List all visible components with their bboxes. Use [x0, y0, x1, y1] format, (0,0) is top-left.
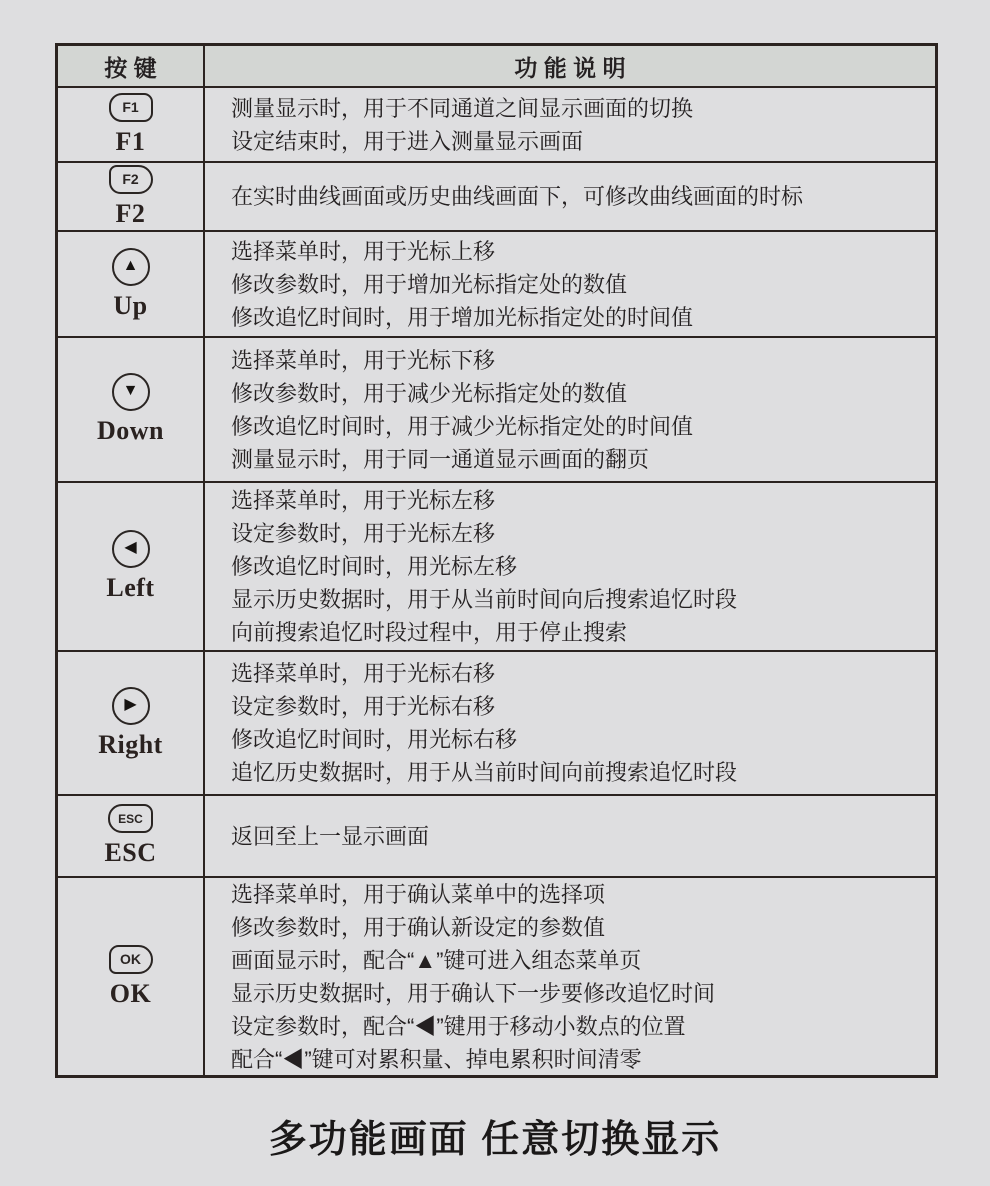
- key-label-f1: F1: [115, 126, 146, 156]
- table-row-ok: [58, 876, 935, 1075]
- key-label-f2: F2: [115, 198, 146, 228]
- table-row-f2: [58, 161, 935, 230]
- function-description-line: 返回至上一显示画面: [231, 823, 430, 849]
- function-description-ok: [205, 878, 935, 1075]
- function-description-esc: [205, 796, 935, 876]
- table-header-row: [58, 46, 935, 86]
- table-row-f1: [58, 86, 935, 161]
- key-label-left: Left: [106, 573, 155, 602]
- function-description-left: [205, 483, 935, 650]
- right-arrow-key-icon: ▶: [112, 687, 150, 725]
- table-header-key-column: 按 键: [58, 46, 205, 86]
- table-row-left: [58, 481, 935, 650]
- function-description-line: 选择菜单时，用于光标下移: [231, 347, 496, 373]
- f2-key-icon: F2: [109, 165, 153, 194]
- key-label-right: Right: [98, 729, 163, 759]
- function-description-line: 修改参数时，用于确认新设定的参数值: [231, 914, 606, 940]
- key-label-up: Up: [113, 290, 148, 320]
- function-description-line: 设定参数时，用于光标左移: [231, 521, 496, 546]
- esc-key-icon: ESC: [108, 804, 153, 833]
- function-description-line: 追忆历史数据时，用于从当前时间向前搜索追忆时段: [231, 760, 738, 785]
- left-arrow-key-icon: ◀: [112, 530, 150, 568]
- table-row-esc: [58, 794, 935, 876]
- f1-key-icon: F1: [109, 93, 153, 122]
- function-description-line: 画面显示时，配合“▲”键可进入组态菜单页: [231, 947, 642, 973]
- key-cell-ok: [58, 878, 205, 1075]
- key-cell-left: [58, 483, 205, 650]
- function-description-line: 选择菜单时，用于光标左移: [231, 488, 496, 513]
- function-description-line: 设定参数时，用于光标右移: [231, 694, 496, 719]
- function-description-line: 测量显示时，用于同一通道显示画面的翻页: [231, 446, 650, 472]
- key-cell-f1: [58, 88, 205, 161]
- function-description-down: [205, 338, 935, 481]
- up-arrow-key-icon: ▲: [112, 248, 150, 286]
- key-function-table: [55, 43, 938, 1078]
- function-description-line: 设定参数时，配合“◀”键用于移动小数点的位置: [231, 1013, 686, 1039]
- down-arrow-key-icon: ▼: [112, 373, 150, 411]
- key-cell-down: [58, 338, 205, 481]
- table-row-right: [58, 650, 935, 794]
- function-description-line: 修改追忆时间时，用于增加光标指定处的时间值: [231, 304, 694, 330]
- key-cell-f2: [58, 163, 205, 230]
- function-description-line: 在实时曲线画面或历史曲线画面下，可修改曲线画面的时标: [231, 184, 804, 209]
- function-description-line: 设定结束时，用于进入测量显示画面: [231, 128, 584, 154]
- function-description-f1: [205, 88, 935, 161]
- function-description-line: 选择菜单时，用于光标右移: [231, 661, 496, 686]
- function-description-line: 配合“◀”键可对累积量、掉电累积时间清零: [231, 1046, 642, 1072]
- table-row-up: [58, 230, 935, 336]
- key-label-down: Down: [96, 416, 164, 445]
- function-description-f2: [205, 163, 935, 230]
- function-description-line: 修改追忆时间时，用光标左移: [231, 554, 518, 579]
- function-description-line: 选择菜单时，用于确认菜单中的选择项: [231, 881, 606, 907]
- footer-heading: 多功能画面 任意切换显示: [268, 1119, 722, 1161]
- function-description-right: [205, 652, 935, 794]
- function-description-line: 显示历史数据时，用于确认下一步要修改追忆时间: [231, 980, 716, 1006]
- key-cell-esc: [58, 796, 205, 876]
- function-description-line: 修改追忆时间时，用于减少光标指定处的时间值: [231, 413, 694, 439]
- key-label-ok: OK: [109, 978, 152, 1008]
- key-label-esc: ESC: [104, 838, 157, 867]
- key-cell-right: [58, 652, 205, 794]
- ok-key-icon: OK: [109, 945, 153, 974]
- function-description-line: 显示历史数据时，用于从当前时间向后搜索追忆时段: [231, 587, 738, 612]
- function-description-up: [205, 232, 935, 336]
- function-description-line: 修改参数时，用于增加光标指定处的数值: [231, 271, 628, 297]
- function-description-line: 修改参数时，用于减少光标指定处的数值: [231, 380, 628, 406]
- table-header-function-column: 功 能 说 明: [514, 54, 626, 81]
- function-description-line: 测量显示时，用于不同通道之间显示画面的切换: [231, 95, 694, 121]
- function-description-line: 向前搜索追忆时段过程中，用于停止搜索: [231, 620, 628, 645]
- function-description-line: 选择菜单时，用于光标上移: [231, 238, 496, 264]
- function-description-line: 修改追忆时间时，用光标右移: [231, 727, 518, 752]
- table-row-down: [58, 336, 935, 481]
- key-cell-up: [58, 232, 205, 336]
